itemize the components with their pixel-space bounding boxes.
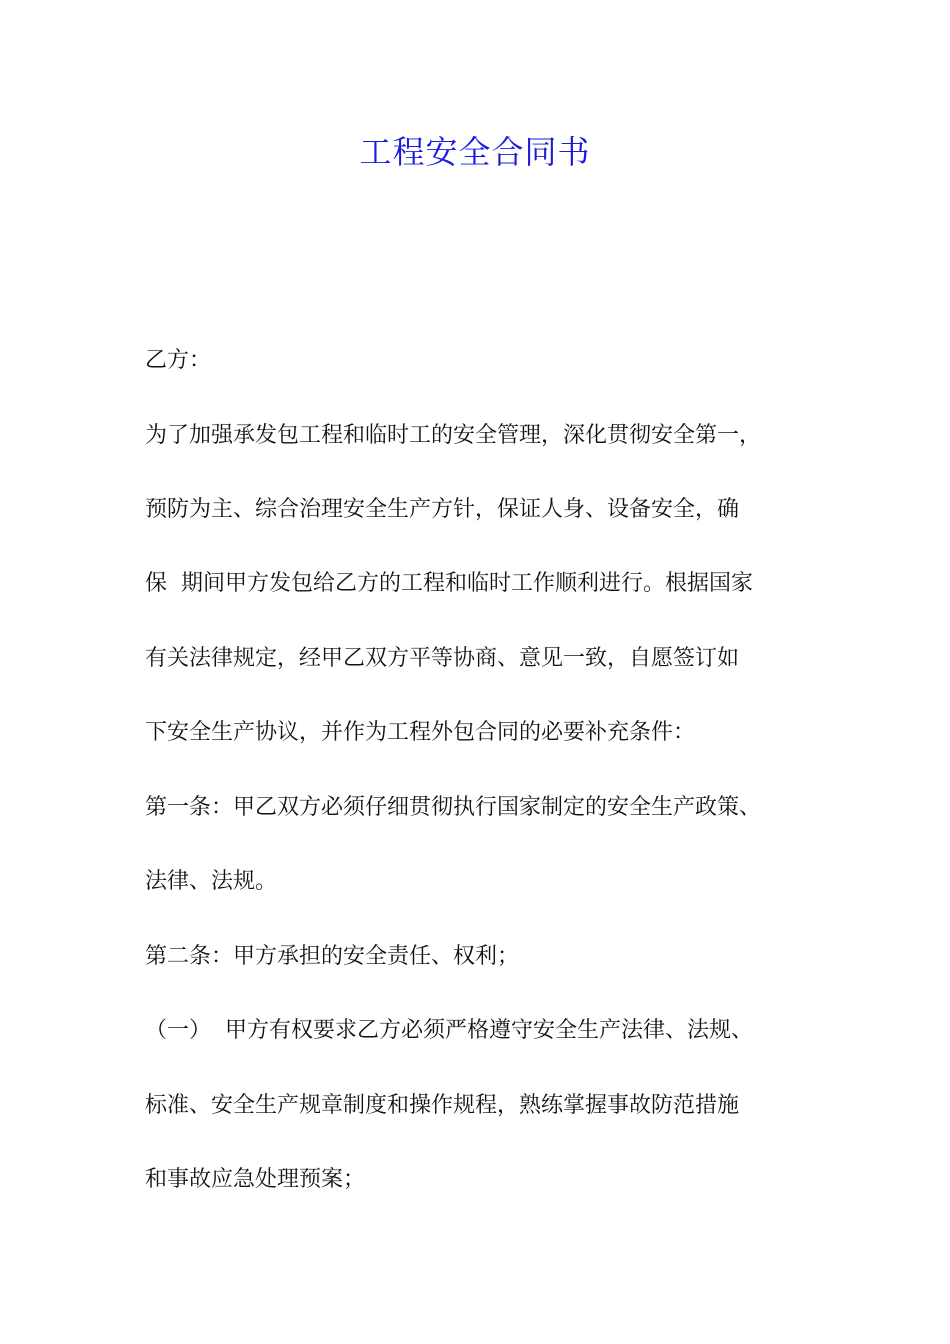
article-2-heading: 第二条：甲方承担的安全责任、权利； [145, 944, 520, 969]
party-b-label: 乙方： [145, 348, 212, 373]
article-2-item-1-line-3: 和事故应急处理预案； [145, 1167, 366, 1192]
article-2-item-1-line-2: 标准、安全生产规章制度和操作规程，熟练掌握事故防范措施 [145, 1093, 740, 1118]
preamble-line-2: 预防为主、综合治理安全生产方针，保证人身、设备安全，确 [145, 497, 740, 522]
preamble-line-4: 有关法律规定，经甲乙双方平等协商、意见一致，自愿签订如 [145, 646, 740, 671]
document-title: 工程安全合同书 [359, 133, 591, 171]
preamble-line-5: 下安全生产协议，并作为工程外包合同的必要补充条件： [145, 720, 696, 745]
article-1-line-2: 法律、法规。 [145, 869, 278, 894]
article-2-item-1-line-1: （一） 甲方有权要求乙方必须严格遵守安全生产法律、法规、 [145, 1018, 753, 1043]
preamble-line-1: 为了加强承发包工程和临时工的安全管理，深化贯彻安全第一， [145, 423, 762, 448]
article-1-line-1: 第一条：甲乙双方必须仔细贯彻执行国家制定的安全生产政策、 [145, 795, 762, 820]
preamble-line-3: 保 期间甲方发包给乙方的工程和临时工作顺利进行。根据国家 [145, 571, 753, 596]
